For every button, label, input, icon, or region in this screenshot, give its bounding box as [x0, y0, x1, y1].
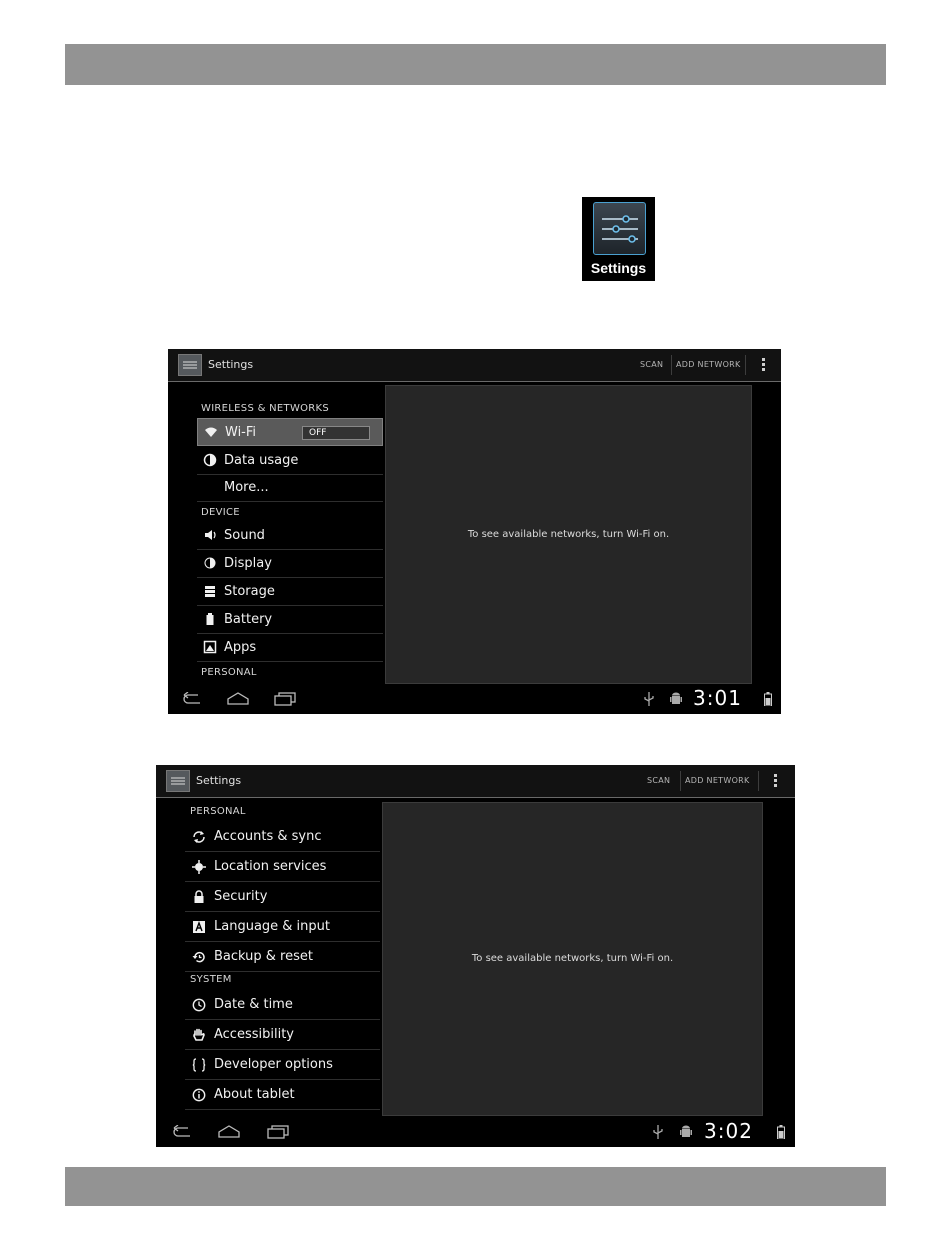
menu-item-label: Date & time	[214, 997, 293, 1012]
menu-item-label: About tablet	[214, 1087, 295, 1102]
menu-item-label: Apps	[224, 640, 257, 655]
wifi-detail-panel	[385, 385, 752, 684]
settings-menu	[197, 389, 383, 684]
settings-screen-2	[156, 765, 795, 1147]
footer-band	[65, 1167, 886, 1206]
menu-item-label: Security	[214, 889, 268, 904]
menu-item-accessibility[interactable]	[185, 1020, 380, 1050]
menu-item-label: Accessibility	[214, 1027, 294, 1042]
storage-icon	[203, 584, 217, 598]
apps-icon	[203, 640, 217, 654]
settings-icon[interactable]	[166, 770, 190, 792]
home-icon[interactable]	[218, 1125, 240, 1139]
add-network-button[interactable]: ADD NETWORK	[676, 360, 741, 369]
menu-item-sound[interactable]	[197, 522, 383, 550]
battery-status-icon	[777, 1125, 785, 1139]
hand-icon	[192, 1028, 206, 1042]
header-band	[65, 44, 886, 85]
menu-item-label: More...	[224, 480, 269, 495]
back-icon[interactable]	[170, 1125, 192, 1139]
wifi-off-message: To see available networks, turn Wi-Fi on.	[467, 529, 670, 540]
menu-item-backup-reset[interactable]	[185, 942, 380, 972]
menu-item-storage[interactable]	[197, 578, 383, 606]
add-network-button[interactable]: ADD NETWORK	[685, 776, 750, 785]
section-header: PERSONAL	[190, 806, 246, 817]
menu-item-label: Battery	[224, 612, 273, 627]
action-bar	[168, 349, 781, 382]
menu-item-apps[interactable]	[197, 634, 383, 662]
wifi-off-message: To see available networks, turn Wi-Fi on.	[471, 953, 674, 964]
menu-item-wifi[interactable]	[197, 418, 383, 446]
info-icon	[192, 1088, 206, 1102]
usb-icon	[653, 1125, 663, 1139]
action-divider	[680, 771, 681, 791]
language-icon	[192, 920, 206, 934]
menu-item-label: Storage	[224, 584, 275, 599]
recent-apps-icon[interactable]	[274, 692, 296, 706]
overflow-menu-icon[interactable]	[762, 358, 766, 373]
menu-item-more[interactable]	[197, 475, 383, 502]
action-bar	[156, 765, 795, 798]
settings-menu	[185, 801, 380, 1111]
menu-item-label: Wi-Fi	[225, 425, 257, 440]
recent-apps-icon[interactable]	[267, 1125, 289, 1139]
speaker-icon	[203, 528, 217, 542]
sliders-icon	[593, 202, 646, 255]
lock-icon	[192, 890, 206, 904]
section-header: SYSTEM	[190, 974, 232, 985]
section-header: PERSONAL	[201, 667, 257, 678]
menu-item-language-input[interactable]	[185, 912, 380, 942]
settings-icon[interactable]	[178, 354, 202, 376]
android-debug-icon	[680, 1125, 692, 1139]
system-bar	[168, 684, 781, 714]
settings-screen-1	[168, 349, 781, 714]
braces-icon	[192, 1058, 206, 1072]
menu-item-label: Accounts & sync	[214, 829, 322, 844]
battery-icon	[203, 612, 217, 626]
sync-icon	[192, 830, 206, 844]
menu-item-battery[interactable]	[197, 606, 383, 634]
location-icon	[192, 860, 206, 874]
menu-item-label: Developer options	[214, 1057, 333, 1072]
action-divider	[745, 355, 746, 375]
menu-item-label: Display	[224, 556, 272, 571]
wifi-toggle[interactable]	[302, 426, 370, 440]
settings-app-label: Settings	[590, 260, 647, 276]
overflow-menu-icon[interactable]	[774, 774, 778, 789]
status-clock: 3:01	[693, 686, 742, 710]
data-usage-icon	[203, 453, 217, 467]
menu-item-date-time[interactable]	[185, 990, 380, 1020]
toggle-label: OFF	[309, 428, 327, 438]
back-icon[interactable]	[180, 692, 202, 706]
scan-button[interactable]: SCAN	[640, 360, 664, 369]
status-clock: 3:02	[704, 1119, 753, 1143]
menu-item-label: Backup & reset	[214, 949, 313, 964]
menu-item-about-tablet[interactable]	[185, 1080, 380, 1110]
menu-item-security[interactable]	[185, 882, 380, 912]
menu-item-data-usage[interactable]	[197, 447, 383, 475]
action-bar-title: Settings	[208, 358, 254, 371]
scan-button[interactable]: SCAN	[647, 776, 671, 785]
menu-item-developer-options[interactable]	[185, 1050, 380, 1080]
menu-item-label: Sound	[224, 528, 265, 543]
clock-icon	[192, 998, 206, 1012]
section-header: WIRELESS & NETWORKS	[201, 403, 330, 414]
menu-item-location-services[interactable]	[185, 852, 380, 882]
section-header: DEVICE	[201, 507, 240, 518]
action-divider	[758, 771, 759, 791]
menu-item-label: Language & input	[214, 919, 330, 934]
menu-item-accounts-sync[interactable]	[185, 822, 380, 852]
menu-item-label: Location services	[214, 859, 327, 874]
menu-item-label: Data usage	[224, 453, 299, 468]
android-debug-icon	[670, 692, 682, 706]
wifi-icon	[204, 425, 218, 439]
backup-icon	[192, 950, 206, 964]
action-divider	[671, 355, 672, 375]
usb-icon	[644, 692, 654, 706]
battery-status-icon	[764, 692, 772, 706]
settings-app-icon[interactable]	[582, 197, 655, 281]
menu-item-display[interactable]	[197, 550, 383, 578]
home-icon[interactable]	[227, 692, 249, 706]
action-bar-title: Settings	[196, 774, 242, 787]
system-bar	[156, 1117, 795, 1147]
wifi-detail-panel	[382, 802, 763, 1116]
display-icon	[203, 556, 217, 570]
